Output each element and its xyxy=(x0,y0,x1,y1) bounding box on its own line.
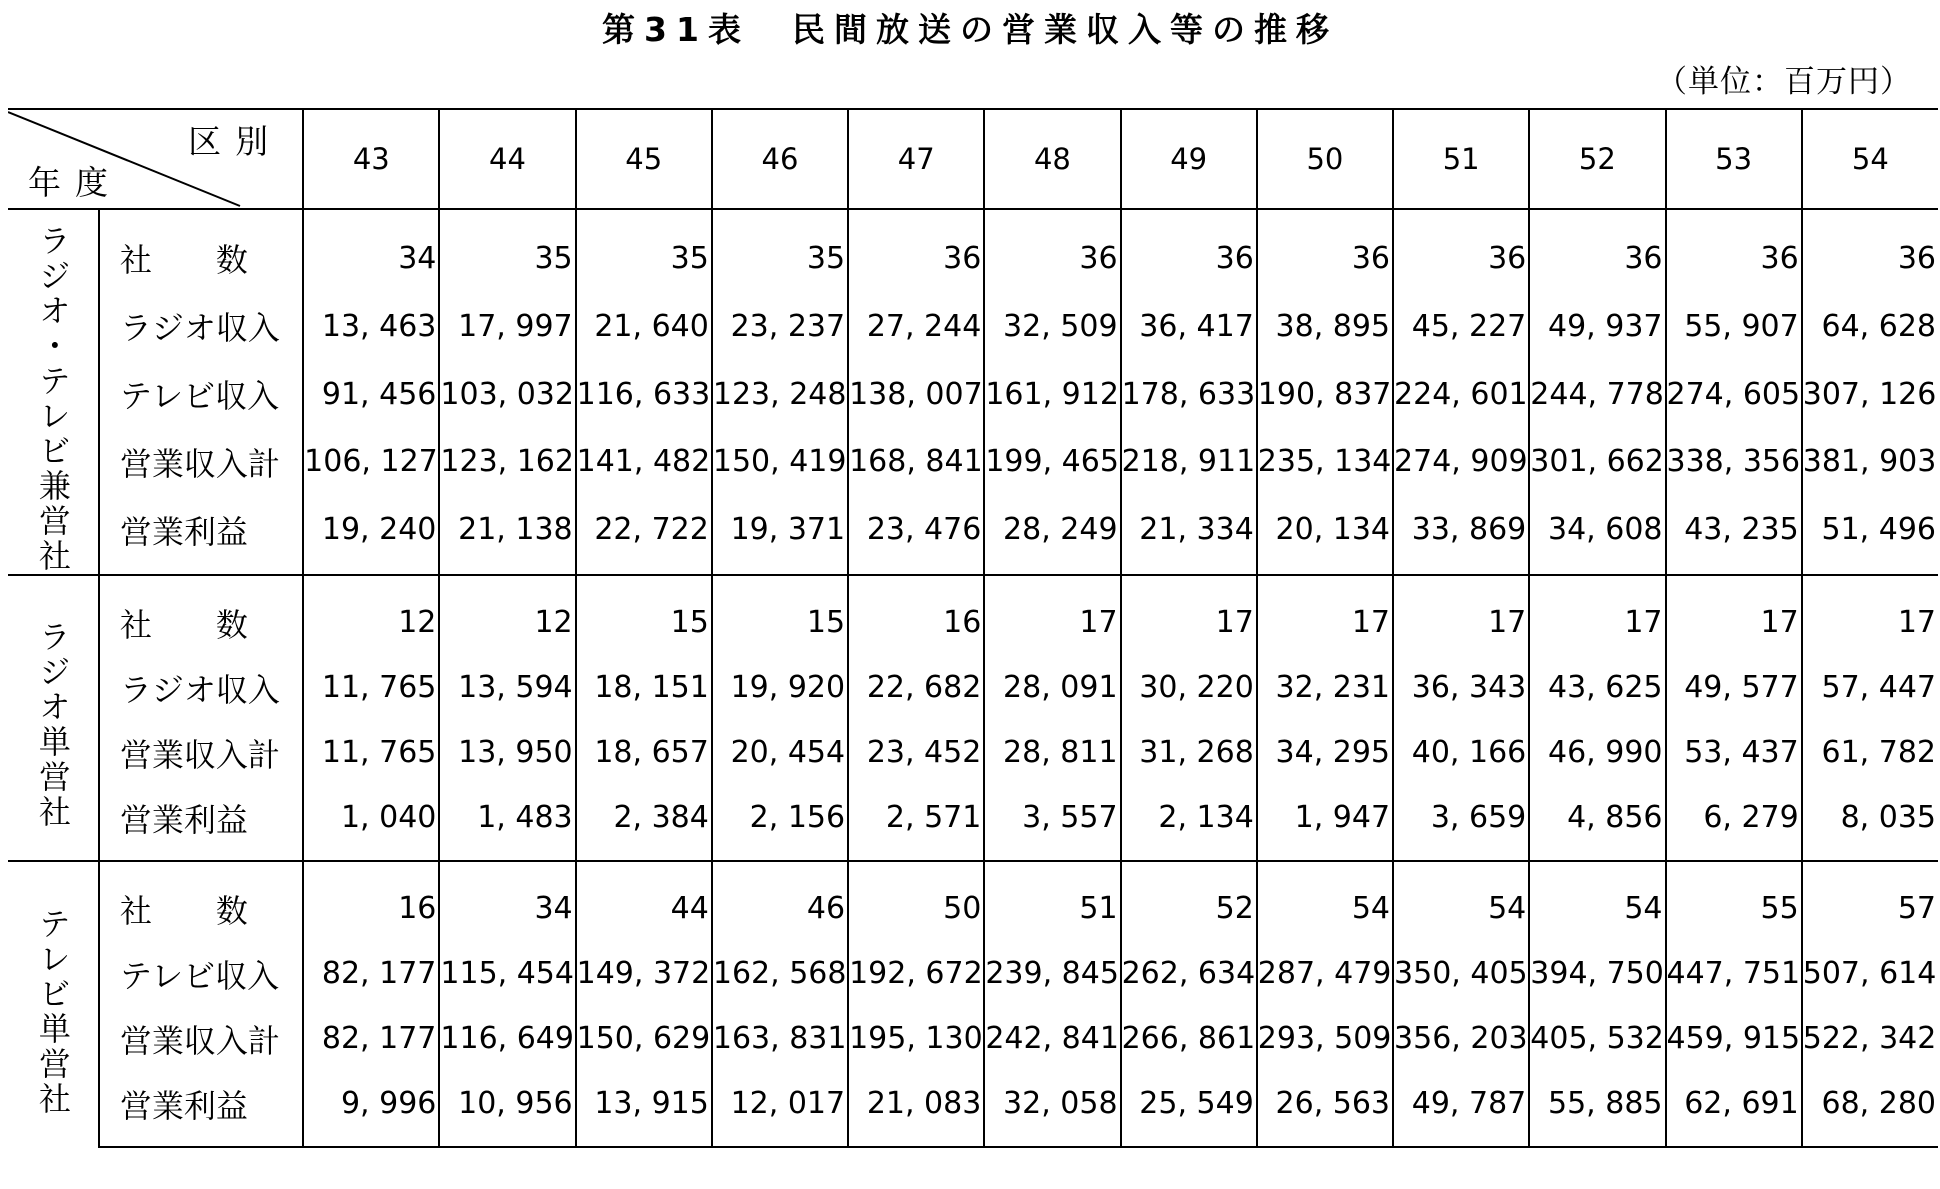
table-row xyxy=(8,292,1938,360)
value-cell: 57, 447 xyxy=(1802,655,1938,720)
group-name: テレビ単営社 xyxy=(33,906,72,1117)
value-cell: 32, 509 xyxy=(984,292,1120,360)
year-header: 47 xyxy=(848,109,984,209)
year-header: 43 xyxy=(303,109,439,209)
table-row xyxy=(8,496,1938,575)
table-row xyxy=(8,575,1938,655)
value-cell: 149, 372 xyxy=(576,941,712,1006)
value-cell: 141, 482 xyxy=(576,428,712,496)
value-cell: 46, 990 xyxy=(1529,720,1665,785)
value-cell: 49, 787 xyxy=(1393,1071,1529,1147)
group-label xyxy=(8,575,99,861)
row-label: ラジオ収入 xyxy=(99,655,303,720)
value-cell: 16 xyxy=(848,575,984,655)
value-cell: 192, 672 xyxy=(848,941,984,1006)
value-cell: 13, 463 xyxy=(303,292,439,360)
value-cell: 168, 841 xyxy=(848,428,984,496)
value-cell: 2, 384 xyxy=(576,785,712,861)
row-label: 営業収入計 xyxy=(99,1006,303,1071)
group-label xyxy=(8,209,99,575)
table-row xyxy=(8,941,1938,1006)
year-header: 44 xyxy=(439,109,575,209)
value-cell: 381, 903 xyxy=(1802,428,1938,496)
table-row xyxy=(8,655,1938,720)
value-cell: 218, 911 xyxy=(1121,428,1257,496)
group-name: ラジオ単営社 xyxy=(33,620,72,830)
value-cell: 21, 138 xyxy=(439,496,575,575)
value-cell: 54 xyxy=(1529,861,1665,941)
row-label: 営業収入計 xyxy=(99,428,303,496)
value-cell: 13, 915 xyxy=(576,1071,712,1147)
value-cell: 49, 937 xyxy=(1529,292,1665,360)
row-label: 営業利益 xyxy=(99,496,303,575)
table-row xyxy=(8,1006,1938,1071)
value-cell: 4, 856 xyxy=(1529,785,1665,861)
value-cell: 64, 628 xyxy=(1802,292,1938,360)
value-cell: 34, 295 xyxy=(1257,720,1393,785)
value-cell: 116, 649 xyxy=(439,1006,575,1071)
broadcast-revenue-table xyxy=(8,108,1938,1148)
value-cell: 12 xyxy=(439,575,575,655)
value-cell: 17, 997 xyxy=(439,292,575,360)
value-cell: 40, 166 xyxy=(1393,720,1529,785)
value-cell: 301, 662 xyxy=(1529,428,1665,496)
table-row xyxy=(8,209,1938,292)
row-label: 営業利益 xyxy=(99,785,303,861)
value-cell: 1, 947 xyxy=(1257,785,1393,861)
value-cell: 36 xyxy=(848,209,984,292)
value-cell: 36 xyxy=(1393,209,1529,292)
value-cell: 91, 456 xyxy=(303,360,439,428)
value-cell: 235, 134 xyxy=(1257,428,1393,496)
row-label: 社 数 xyxy=(99,861,303,941)
value-cell: 43, 625 xyxy=(1529,655,1665,720)
row-label: テレビ収入 xyxy=(99,360,303,428)
value-cell: 17 xyxy=(1393,575,1529,655)
value-cell: 55, 885 xyxy=(1529,1071,1665,1147)
value-cell: 28, 091 xyxy=(984,655,1120,720)
table-row xyxy=(8,720,1938,785)
value-cell: 8, 035 xyxy=(1802,785,1938,861)
value-cell: 50 xyxy=(848,861,984,941)
year-header: 45 xyxy=(576,109,712,209)
value-cell: 52 xyxy=(1121,861,1257,941)
year-header: 50 xyxy=(1257,109,1393,209)
value-cell: 178, 633 xyxy=(1121,360,1257,428)
value-cell: 507, 614 xyxy=(1802,941,1938,1006)
row-label: ラジオ収入 xyxy=(99,292,303,360)
value-cell: 54 xyxy=(1393,861,1529,941)
table-row xyxy=(8,861,1938,941)
unit-note: （単位：百万円） xyxy=(1656,64,1912,100)
value-cell: 17 xyxy=(984,575,1120,655)
value-cell: 447, 751 xyxy=(1666,941,1802,1006)
value-cell: 161, 912 xyxy=(984,360,1120,428)
header-row xyxy=(8,109,1938,209)
value-cell: 49, 577 xyxy=(1666,655,1802,720)
value-cell: 17 xyxy=(1666,575,1802,655)
value-cell: 23, 237 xyxy=(712,292,848,360)
value-cell: 262, 634 xyxy=(1121,941,1257,1006)
year-header: 48 xyxy=(984,109,1120,209)
value-cell: 23, 476 xyxy=(848,496,984,575)
value-cell: 11, 765 xyxy=(303,655,439,720)
group-label xyxy=(8,861,99,1147)
header-nendo: 年度 xyxy=(28,163,122,202)
value-cell: 36 xyxy=(1802,209,1938,292)
value-cell: 356, 203 xyxy=(1393,1006,1529,1071)
table-row xyxy=(8,785,1938,861)
value-cell: 21, 083 xyxy=(848,1071,984,1147)
value-cell: 51 xyxy=(984,861,1120,941)
value-cell: 10, 956 xyxy=(439,1071,575,1147)
value-cell: 274, 605 xyxy=(1666,360,1802,428)
value-cell: 53, 437 xyxy=(1666,720,1802,785)
value-cell: 15 xyxy=(576,575,712,655)
value-cell: 34 xyxy=(303,209,439,292)
value-cell: 190, 837 xyxy=(1257,360,1393,428)
value-cell: 44 xyxy=(576,861,712,941)
value-cell: 3, 557 xyxy=(984,785,1120,861)
value-cell: 163, 831 xyxy=(712,1006,848,1071)
value-cell: 199, 465 xyxy=(984,428,1120,496)
value-cell: 36 xyxy=(1257,209,1393,292)
value-cell: 2, 134 xyxy=(1121,785,1257,861)
value-cell: 522, 342 xyxy=(1802,1006,1938,1071)
table-row xyxy=(8,360,1938,428)
value-cell: 18, 657 xyxy=(576,720,712,785)
value-cell: 1, 483 xyxy=(439,785,575,861)
header-corner xyxy=(8,109,303,209)
year-header: 53 xyxy=(1666,109,1802,209)
value-cell: 55 xyxy=(1666,861,1802,941)
value-cell: 338, 356 xyxy=(1666,428,1802,496)
value-cell: 45, 227 xyxy=(1393,292,1529,360)
row-label: 営業収入計 xyxy=(99,720,303,785)
table-row xyxy=(8,428,1938,496)
value-cell: 123, 162 xyxy=(439,428,575,496)
value-cell: 21, 640 xyxy=(576,292,712,360)
value-cell: 11, 765 xyxy=(303,720,439,785)
value-cell: 150, 419 xyxy=(712,428,848,496)
year-header: 54 xyxy=(1802,109,1938,209)
value-cell: 38, 895 xyxy=(1257,292,1393,360)
year-header: 52 xyxy=(1529,109,1665,209)
value-cell: 15 xyxy=(712,575,848,655)
table-row xyxy=(8,1071,1938,1147)
value-cell: 18, 151 xyxy=(576,655,712,720)
value-cell: 82, 177 xyxy=(303,941,439,1006)
value-cell: 35 xyxy=(576,209,712,292)
value-cell: 27, 244 xyxy=(848,292,984,360)
value-cell: 138, 007 xyxy=(848,360,984,428)
table-title: 第31表 民間放送の営業収入等の推移 xyxy=(602,10,1338,49)
value-cell: 19, 920 xyxy=(712,655,848,720)
value-cell: 123, 248 xyxy=(712,360,848,428)
value-cell: 12 xyxy=(303,575,439,655)
row-label: テレビ収入 xyxy=(99,941,303,1006)
value-cell: 62, 691 xyxy=(1666,1071,1802,1147)
value-cell: 1, 040 xyxy=(303,785,439,861)
row-label: 社 数 xyxy=(99,209,303,292)
value-cell: 26, 563 xyxy=(1257,1071,1393,1147)
value-cell: 242, 841 xyxy=(984,1006,1120,1071)
value-cell: 20, 134 xyxy=(1257,496,1393,575)
group-name: ラジオ・テレビ兼営社 xyxy=(33,224,72,574)
value-cell: 28, 811 xyxy=(984,720,1120,785)
value-cell: 405, 532 xyxy=(1529,1006,1665,1071)
value-cell: 21, 334 xyxy=(1121,496,1257,575)
value-cell: 34 xyxy=(439,861,575,941)
year-header: 46 xyxy=(712,109,848,209)
value-cell: 16 xyxy=(303,861,439,941)
value-cell: 162, 568 xyxy=(712,941,848,1006)
value-cell: 33, 869 xyxy=(1393,496,1529,575)
value-cell: 2, 571 xyxy=(848,785,984,861)
value-cell: 293, 509 xyxy=(1257,1006,1393,1071)
value-cell: 46 xyxy=(712,861,848,941)
value-cell: 307, 126 xyxy=(1802,360,1938,428)
value-cell: 266, 861 xyxy=(1121,1006,1257,1071)
value-cell: 13, 594 xyxy=(439,655,575,720)
value-cell: 150, 629 xyxy=(576,1006,712,1071)
value-cell: 459, 915 xyxy=(1666,1006,1802,1071)
value-cell: 12, 017 xyxy=(712,1071,848,1147)
value-cell: 61, 782 xyxy=(1802,720,1938,785)
table-body xyxy=(8,209,1938,1147)
value-cell: 17 xyxy=(1529,575,1665,655)
value-cell: 35 xyxy=(439,209,575,292)
value-cell: 287, 479 xyxy=(1257,941,1393,1006)
value-cell: 106, 127 xyxy=(303,428,439,496)
value-cell: 32, 231 xyxy=(1257,655,1393,720)
value-cell: 9, 996 xyxy=(303,1071,439,1147)
value-cell: 36 xyxy=(1121,209,1257,292)
value-cell: 34, 608 xyxy=(1529,496,1665,575)
value-cell: 6, 279 xyxy=(1666,785,1802,861)
value-cell: 35 xyxy=(712,209,848,292)
value-cell: 19, 371 xyxy=(712,496,848,575)
value-cell: 25, 549 xyxy=(1121,1071,1257,1147)
value-cell: 224, 601 xyxy=(1393,360,1529,428)
value-cell: 350, 405 xyxy=(1393,941,1529,1006)
value-cell: 20, 454 xyxy=(712,720,848,785)
value-cell: 13, 950 xyxy=(439,720,575,785)
year-header: 51 xyxy=(1393,109,1529,209)
value-cell: 68, 280 xyxy=(1802,1071,1938,1147)
value-cell: 57 xyxy=(1802,861,1938,941)
value-cell: 36, 417 xyxy=(1121,292,1257,360)
value-cell: 36, 343 xyxy=(1393,655,1529,720)
value-cell: 103, 032 xyxy=(439,360,575,428)
value-cell: 17 xyxy=(1257,575,1393,655)
value-cell: 195, 130 xyxy=(848,1006,984,1071)
value-cell: 394, 750 xyxy=(1529,941,1665,1006)
value-cell: 3, 659 xyxy=(1393,785,1529,861)
value-cell: 30, 220 xyxy=(1121,655,1257,720)
value-cell: 22, 722 xyxy=(576,496,712,575)
row-label: 営業利益 xyxy=(99,1071,303,1147)
header-kubetsu: 区別 xyxy=(188,122,283,161)
value-cell: 17 xyxy=(1121,575,1257,655)
value-cell: 54 xyxy=(1257,861,1393,941)
value-cell: 82, 177 xyxy=(303,1006,439,1071)
value-cell: 239, 845 xyxy=(984,941,1120,1006)
value-cell: 2, 156 xyxy=(712,785,848,861)
value-cell: 36 xyxy=(1529,209,1665,292)
value-cell: 244, 778 xyxy=(1529,360,1665,428)
value-cell: 31, 268 xyxy=(1121,720,1257,785)
value-cell: 116, 633 xyxy=(576,360,712,428)
value-cell: 19, 240 xyxy=(303,496,439,575)
value-cell: 43, 235 xyxy=(1666,496,1802,575)
value-cell: 274, 909 xyxy=(1393,428,1529,496)
value-cell: 22, 682 xyxy=(848,655,984,720)
value-cell: 36 xyxy=(1666,209,1802,292)
value-cell: 51, 496 xyxy=(1802,496,1938,575)
value-cell: 36 xyxy=(984,209,1120,292)
value-cell: 23, 452 xyxy=(848,720,984,785)
row-label: 社 数 xyxy=(99,575,303,655)
value-cell: 115, 454 xyxy=(439,941,575,1006)
value-cell: 32, 058 xyxy=(984,1071,1120,1147)
value-cell: 55, 907 xyxy=(1666,292,1802,360)
year-header: 49 xyxy=(1121,109,1257,209)
value-cell: 28, 249 xyxy=(984,496,1120,575)
value-cell: 17 xyxy=(1802,575,1938,655)
